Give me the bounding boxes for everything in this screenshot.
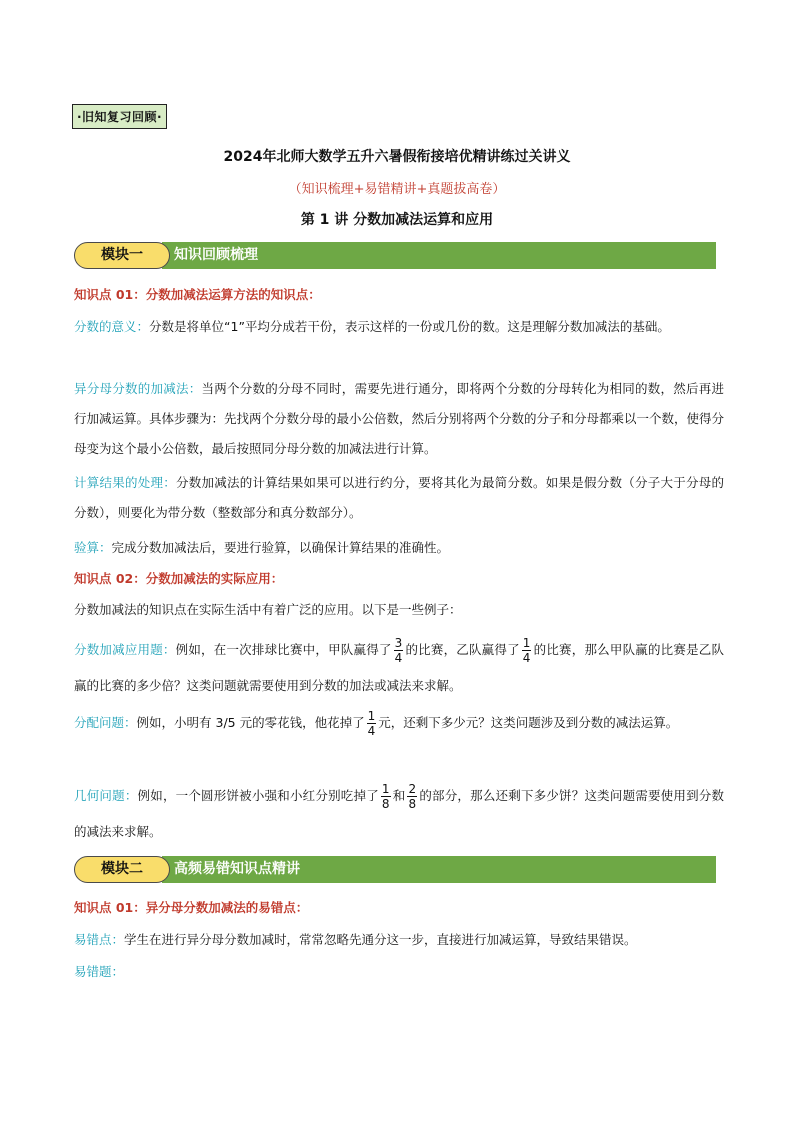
distribution-paragraph — [74, 705, 724, 741]
application-text-2: 的比赛，乙队赢得了 — [405, 642, 520, 657]
fraction-3-4 — [394, 636, 404, 665]
fraction-2-8 — [407, 782, 417, 811]
fraction-denominator: 4 — [367, 724, 376, 738]
fraction-denominator: 8 — [408, 797, 417, 811]
module-1-pill: 模块一 — [74, 242, 170, 269]
meaning-text: 分数是将单位“1”平均分成若干份，表示这样的一份或几份的数。这是理解分数加减法的基础。 — [149, 319, 670, 334]
page-subtitle: （知识梳理+易错精讲+真题拔高卷） — [288, 182, 506, 197]
module-2-heading: 高频易错知识点精讲 — [162, 856, 716, 883]
fraction-numerator: 1 — [367, 709, 376, 723]
fraction-denominator: 4 — [522, 651, 531, 665]
section-tag: ·旧知复习回顾· — [72, 104, 167, 129]
error-paragraph — [74, 925, 724, 955]
geometry-label: 几何问题： — [74, 788, 138, 803]
fraction-numerator: 1 — [381, 782, 390, 796]
fraction-denominator: 8 — [381, 797, 390, 811]
application-text-3: 的比赛，那么甲队赢的比赛是乙队赢的比赛的多少倍？这类问题就需要使用到分数的加法或减法来求解。 — [74, 642, 724, 693]
fraction-numerator: 3 — [394, 636, 403, 650]
meaning-paragraph — [74, 312, 724, 342]
error-question-label: 易错题： — [74, 964, 125, 979]
module-1-heading: 知识回顾梳理 — [162, 242, 716, 269]
unlike-text: 当两个分数的分母不同时，需要先进行通分，即将两个分数的分母转化为相同的数，然后再进行加减运算。具体步骤为：先找两个分数分母的最小公倍数，然后分别将两个分数的分子和分母都乘以一个数，使得分母变为这个最小公倍数，最后按照同分母分数的加减法进行计算。 — [74, 381, 725, 456]
error-label: 易错点： — [74, 932, 125, 947]
application-text-1: 例如，在一次排球比赛中，甲队赢得了 — [175, 642, 392, 657]
distribution-text-2: 元，还剩下多少元？这类问题涉及到分数的减法运算。 — [378, 715, 679, 730]
knowledge-point-2: 知识点 02：分数加减法的实际应用： — [74, 571, 284, 586]
unlike-denominator-paragraph — [74, 374, 724, 464]
unlike-label: 异分母分数的加减法： — [74, 381, 202, 396]
result-text: 分数加减法的计算结果如果可以进行约分，要将其化为最简分数。如果是假分数（分子大于分母的分数），则要化为带分数（整数部分和真分数部分）。 — [74, 475, 724, 520]
result-paragraph — [74, 468, 724, 528]
fraction-denominator: 4 — [394, 651, 403, 665]
geometry-paragraph — [74, 778, 724, 850]
page-title: 2024年北师大数学五升六暑假衔接培优精讲练过关讲义 — [223, 149, 571, 165]
module-1-banner — [74, 242, 716, 269]
module-2-banner — [74, 856, 716, 883]
fraction-numerator: 2 — [408, 782, 417, 796]
application-label: 分数加减应用题： — [74, 642, 176, 657]
module-2-pill: 模块二 — [74, 856, 170, 883]
result-label: 计算结果的处理： — [74, 475, 176, 490]
application-paragraph — [74, 632, 724, 704]
distribution-text-1: 例如，小明有 3/5 元的零花钱，他花掉了 — [136, 715, 365, 730]
check-text: 完成分数加减法后，要进行验算，以确保计算结果的准确性。 — [111, 540, 450, 555]
knowledge-point-3: 知识点 01：异分母分数加减法的易错点： — [74, 900, 309, 915]
intro-paragraph: 分数加减法的知识点在实际生活中有着广泛的应用。以下是一些例子： — [74, 602, 462, 617]
lecture-title: 第 1 讲 分数加减法运算和应用 — [300, 212, 494, 228]
check-paragraph — [74, 533, 724, 563]
fraction-1-4 — [367, 709, 377, 738]
geometry-text-3: 的部分，那么还剩下多少饼？这类问题需要使用到分数的减法来求解。 — [74, 788, 724, 839]
check-label: 验算： — [74, 540, 112, 555]
error-text: 学生在进行异分母分数加减时，常常忽略先通分这一步，直接进行加减运算，导致结果错误。 — [124, 932, 637, 947]
fraction-1-4 — [522, 636, 532, 665]
fraction-1-8 — [381, 782, 391, 811]
knowledge-point-1: 知识点 01：分数加减法运算方法的知识点： — [74, 287, 321, 302]
meaning-label: 分数的意义： — [74, 319, 150, 334]
geometry-text-1: 例如，一个圆形饼被小强和小红分别吃掉了 — [137, 788, 379, 803]
fraction-numerator: 1 — [522, 636, 531, 650]
distribution-label: 分配问题： — [74, 715, 137, 730]
geometry-text-2: 和 — [392, 788, 406, 803]
